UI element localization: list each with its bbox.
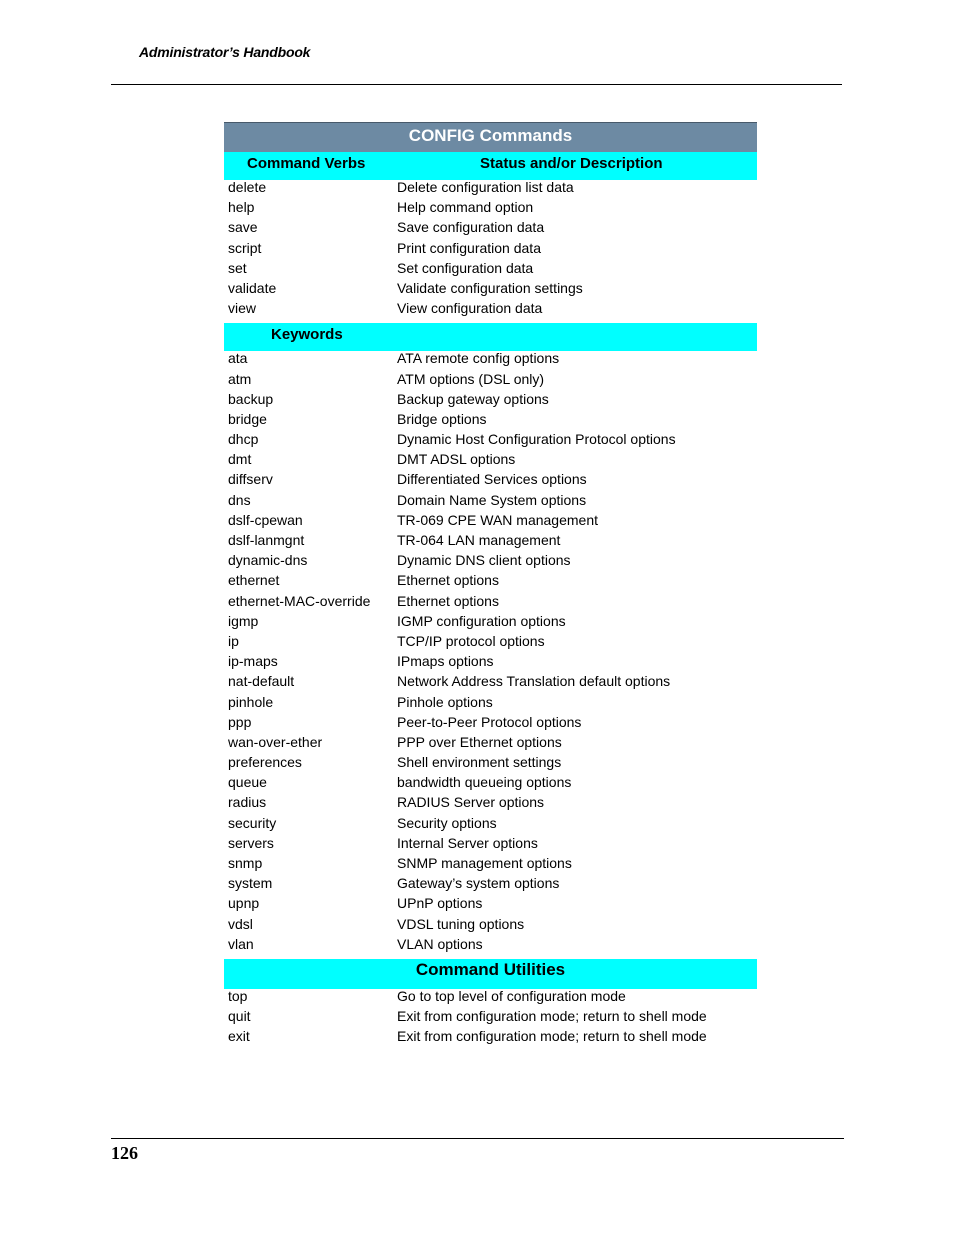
command-name: bridge — [228, 410, 267, 427]
command-description: UPnP options — [397, 895, 483, 912]
command-name: igmp — [228, 612, 259, 629]
command-name: upnp — [228, 895, 260, 912]
command-description: Bridge options — [397, 410, 487, 427]
command-description: Network Address Translation default options — [397, 673, 671, 690]
command-description: Gateway’s system options — [397, 875, 560, 892]
table-row — [224, 220, 757, 240]
command-name: servers — [228, 834, 274, 851]
command-name: ata — [228, 350, 248, 367]
header-rule — [111, 84, 842, 85]
running-head: Administrator’s Handbook — [139, 44, 311, 60]
table-row — [224, 775, 757, 795]
table-row — [224, 735, 757, 755]
command-description: IGMP configuration options — [397, 612, 566, 629]
table-row — [224, 695, 757, 715]
command-name: help — [228, 199, 255, 216]
table-row — [224, 896, 757, 916]
table-row — [224, 856, 757, 876]
utilities-header: Command Utilities — [415, 959, 566, 979]
command-description: Peer-to-Peer Protocol options — [397, 713, 582, 730]
table-row — [224, 989, 757, 1009]
command-description: Internal Server options — [397, 834, 538, 851]
table-row — [224, 432, 757, 452]
command-name: dslf-cpewan — [228, 511, 303, 528]
table-row — [224, 836, 757, 856]
command-name: atm — [228, 370, 252, 387]
table-row — [224, 594, 757, 614]
command-description: Help command option — [397, 199, 534, 216]
table-row — [224, 513, 757, 533]
command-description: ATA remote config options — [397, 350, 560, 367]
table-row — [224, 392, 757, 412]
command-description: VDSL tuning options — [397, 915, 525, 932]
command-name: quit — [228, 1008, 251, 1025]
command-description: DMT ADSL options — [397, 451, 516, 468]
table-row — [224, 200, 757, 220]
table-row — [224, 715, 757, 735]
utilities-rows — [224, 989, 757, 1050]
command-name: radius — [228, 794, 267, 811]
command-description: Backup gateway options — [397, 390, 549, 407]
command-name: top — [228, 987, 248, 1004]
table-row — [224, 553, 757, 573]
command-description: Print configuration data — [397, 239, 541, 256]
command-name: diffserv — [228, 471, 273, 488]
table-row — [224, 281, 757, 301]
command-name: backup — [228, 390, 274, 407]
command-description: Exit from configuration mode; return to shell mode — [397, 1028, 707, 1045]
table-row — [224, 301, 757, 321]
command-name: ppp — [228, 713, 252, 730]
table-row — [224, 755, 757, 775]
command-description: PPP over Ethernet options — [397, 733, 562, 750]
command-description: Exit from configuration mode; return to shell mode — [397, 1008, 707, 1025]
command-description: Ethernet options — [397, 592, 499, 609]
footer-rule — [111, 1138, 844, 1139]
command-name: script — [228, 239, 262, 256]
command-description: Dynamic Host Configuration Protocol options — [397, 431, 676, 448]
command-name: system — [228, 875, 273, 892]
command-name: nat-default — [228, 673, 295, 690]
table-row — [224, 634, 757, 654]
command-description: Dynamic DNS client options — [397, 552, 571, 569]
table-row — [224, 533, 757, 553]
col-header-command-verbs: Command Verbs — [247, 155, 366, 172]
command-description: TR-069 CPE WAN management — [397, 511, 598, 528]
command-name: delete — [228, 179, 267, 195]
command-description: Ethernet options — [397, 572, 499, 589]
table-row — [224, 493, 757, 513]
table-row — [224, 351, 757, 371]
command-description: View configuration data — [397, 300, 543, 317]
command-description: SNMP management options — [397, 855, 572, 871]
command-description: Go to top level of configuration mode — [397, 987, 626, 1004]
command-name: dhcp — [228, 431, 259, 448]
table-row — [224, 452, 757, 472]
command-description: IPmaps options — [397, 653, 494, 670]
table-row — [224, 412, 757, 432]
command-description: Delete configuration list data — [397, 179, 574, 195]
command-description: Save configuration data — [397, 219, 545, 236]
command-name: vlan — [228, 935, 254, 952]
utilities-header-band — [224, 959, 757, 989]
table-row — [224, 372, 757, 392]
command-description: Set configuration data — [397, 259, 534, 276]
command-name: vdsl — [228, 915, 253, 932]
table-row — [224, 573, 757, 593]
table-row — [224, 795, 757, 815]
command-name: dynamic-dns — [228, 552, 308, 569]
table-row — [224, 654, 757, 674]
table-title: CONFIG Commands — [224, 122, 757, 152]
command-description: Differentiated Services options — [397, 471, 587, 488]
command-name: preferences — [228, 754, 302, 771]
command-description: RADIUS Server options — [397, 794, 545, 811]
table-row — [224, 1029, 757, 1049]
command-name: queue — [228, 774, 267, 791]
table-row — [224, 937, 757, 957]
command-description: Validate configuration settings — [397, 279, 583, 296]
keywords-header-band — [224, 323, 757, 351]
command-description: Domain Name System options — [397, 491, 587, 508]
command-name: exit — [228, 1028, 250, 1045]
command-name: ethernet — [228, 572, 280, 589]
table-row — [224, 1009, 757, 1029]
table-row — [224, 917, 757, 937]
command-description: Security options — [397, 814, 497, 831]
table-row — [224, 614, 757, 634]
command-name: dslf-lanmgnt — [228, 532, 305, 548]
table-row — [224, 261, 757, 281]
command-name: view — [228, 300, 257, 317]
command-description: ATM options (DSL only) — [397, 370, 545, 387]
command-name: set — [228, 259, 247, 276]
command-description: Pinhole options — [397, 693, 493, 710]
col-header-description: Status and/or Description — [480, 155, 663, 172]
verbs-header-band — [224, 152, 757, 180]
table-row — [224, 180, 757, 200]
config-commands-table — [224, 122, 757, 1050]
command-description: bandwidth queueing options — [397, 774, 572, 791]
command-name: ip-maps — [228, 653, 278, 670]
page-number: 126 — [111, 1143, 138, 1163]
command-name: ethernet-MAC-override — [228, 592, 371, 609]
command-name: validate — [228, 279, 277, 296]
command-name: ip — [228, 632, 239, 649]
command-description: TR-064 LAN management — [397, 532, 561, 548]
command-description: Shell environment settings — [397, 754, 562, 771]
command-name: dmt — [228, 451, 252, 468]
command-name: security — [228, 814, 277, 831]
table-row — [224, 816, 757, 836]
command-name: snmp — [228, 855, 263, 871]
command-name: pinhole — [228, 693, 274, 710]
command-name: save — [228, 219, 258, 236]
table-row — [224, 674, 757, 694]
table-row — [224, 472, 757, 492]
verbs-rows — [224, 180, 757, 321]
keywords-header: Keywords — [271, 326, 343, 344]
command-description: VLAN options — [397, 935, 483, 952]
keywords-rows — [224, 351, 757, 957]
table-row — [224, 241, 757, 261]
command-name: wan-over-ether — [228, 733, 323, 750]
command-name: dns — [228, 491, 251, 508]
table-row — [224, 876, 757, 896]
command-description: TCP/IP protocol options — [397, 632, 545, 649]
